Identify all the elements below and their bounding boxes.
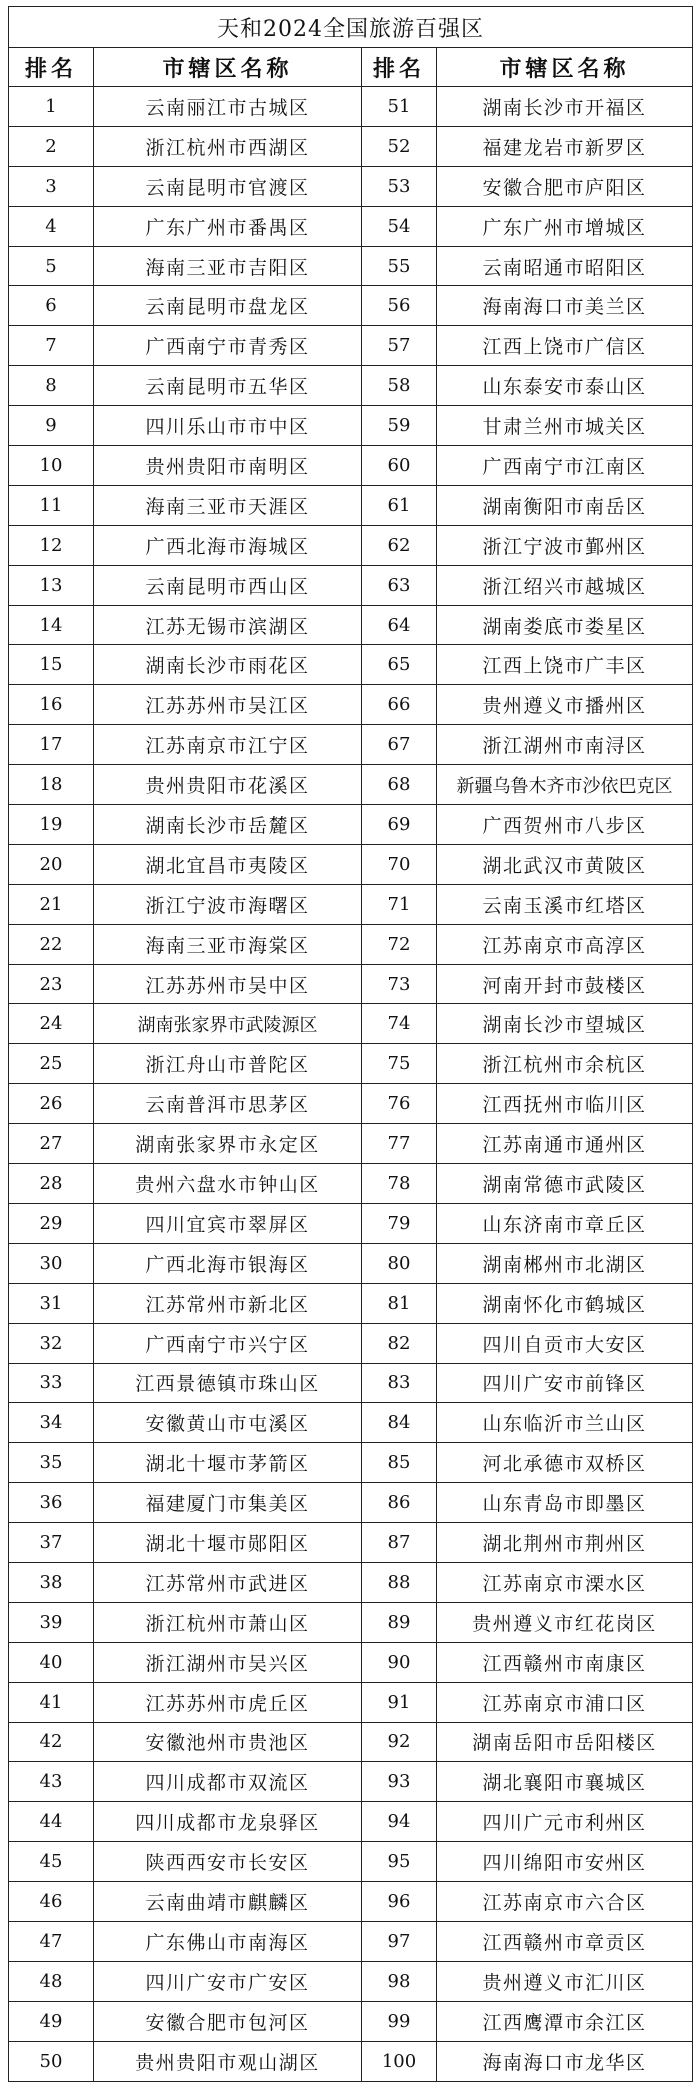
district-cell: 云南昆明市盘龙区 — [94, 286, 362, 326]
district-cell: 山东泰安市泰山区 — [437, 366, 693, 406]
table-row — [9, 1642, 693, 1682]
rank-cell: 3 — [9, 166, 94, 206]
district-cell: 湖北荆州市荆州区 — [437, 1523, 693, 1563]
rank-cell: 89 — [362, 1602, 437, 1642]
district-cell: 安徽池州市贵池区 — [94, 1722, 362, 1762]
rank-cell: 56 — [362, 286, 437, 326]
rank-cell: 2 — [9, 126, 94, 166]
table-row — [9, 605, 693, 645]
district-cell: 云南玉溪市红塔区 — [437, 884, 693, 924]
rank-cell: 50 — [9, 2041, 94, 2081]
header-row — [9, 48, 693, 87]
table-row — [9, 1084, 693, 1124]
district-cell: 贵州六盘水市钟山区 — [94, 1164, 362, 1204]
rank-cell: 69 — [362, 805, 437, 845]
rank-cell: 34 — [9, 1403, 94, 1443]
district-cell: 湖北武汉市黄陂区 — [437, 844, 693, 884]
rank-cell: 71 — [362, 884, 437, 924]
district-cell: 广东广州市增城区 — [437, 206, 693, 246]
rank-cell: 95 — [362, 1842, 437, 1882]
district-cell: 湖南长沙市望城区 — [437, 1004, 693, 1044]
district-cell: 江苏无锡市滨湖区 — [94, 605, 362, 645]
district-cell: 江苏苏州市吴中区 — [94, 964, 362, 1004]
district-cell: 浙江宁波市鄞州区 — [437, 525, 693, 565]
table-row — [9, 525, 693, 565]
rank-cell: 58 — [362, 366, 437, 406]
rank-cell: 40 — [9, 1642, 94, 1682]
rank-cell: 48 — [9, 1961, 94, 2001]
rank-cell: 19 — [9, 805, 94, 845]
district-cell: 浙江舟山市普陀区 — [94, 1044, 362, 1084]
table-row — [9, 565, 693, 605]
rank-cell: 14 — [9, 605, 94, 645]
table-row — [9, 246, 693, 286]
table-row — [9, 924, 693, 964]
district-cell: 四川广安市广安区 — [94, 1961, 362, 2001]
rank-cell: 43 — [9, 1762, 94, 1802]
header-rank-left: 排名 — [9, 48, 94, 87]
ranking-table — [8, 6, 693, 2082]
rank-cell: 33 — [9, 1363, 94, 1403]
table-row — [9, 765, 693, 805]
district-cell: 江西赣州市章贡区 — [437, 1921, 693, 1961]
table-row — [9, 87, 693, 127]
table-body — [9, 87, 693, 2082]
district-cell: 福建龙岩市新罗区 — [437, 126, 693, 166]
rank-cell: 46 — [9, 1882, 94, 1922]
district-cell: 江西抚州市临川区 — [437, 1084, 693, 1124]
rank-cell: 92 — [362, 1722, 437, 1762]
rank-cell: 24 — [9, 1004, 94, 1044]
rank-cell: 88 — [362, 1562, 437, 1602]
rank-cell: 23 — [9, 964, 94, 1004]
rank-cell: 55 — [362, 246, 437, 286]
rank-cell: 18 — [9, 765, 94, 805]
district-cell: 江苏常州市武进区 — [94, 1562, 362, 1602]
rank-cell: 81 — [362, 1283, 437, 1323]
table-row — [9, 1203, 693, 1243]
table-row — [9, 1443, 693, 1483]
district-cell: 浙江宁波市海曙区 — [94, 884, 362, 924]
rank-cell: 62 — [362, 525, 437, 565]
district-cell: 安徽合肥市庐阳区 — [437, 166, 693, 206]
district-cell: 海南海口市龙华区 — [437, 2041, 693, 2081]
district-cell: 江苏苏州市虎丘区 — [94, 1682, 362, 1722]
district-cell: 陕西西安市长安区 — [94, 1842, 362, 1882]
rank-cell: 8 — [9, 366, 94, 406]
district-cell: 浙江杭州市西湖区 — [94, 126, 362, 166]
rank-cell: 17 — [9, 725, 94, 765]
header-rank-right: 排名 — [362, 48, 437, 87]
rank-cell: 44 — [9, 1802, 94, 1842]
rank-cell: 97 — [362, 1921, 437, 1961]
rank-cell: 1 — [9, 87, 94, 127]
district-cell: 新疆乌鲁木齐市沙依巴克区 — [437, 765, 693, 805]
rank-cell: 64 — [362, 605, 437, 645]
table-row — [9, 1243, 693, 1283]
table-row — [9, 844, 693, 884]
district-cell: 广西北海市银海区 — [94, 1243, 362, 1283]
district-cell: 湖南娄底市娄星区 — [437, 605, 693, 645]
district-cell: 江苏南京市六合区 — [437, 1882, 693, 1922]
district-cell: 四川广元市利州区 — [437, 1802, 693, 1842]
district-cell: 山东济南市章丘区 — [437, 1203, 693, 1243]
rank-cell: 30 — [9, 1243, 94, 1283]
district-cell: 广西贺州市八步区 — [437, 805, 693, 845]
district-cell: 四川乐山市市中区 — [94, 406, 362, 446]
district-cell: 湖南长沙市雨花区 — [94, 645, 362, 685]
table-row — [9, 1802, 693, 1842]
table-row — [9, 1961, 693, 2001]
rank-cell: 94 — [362, 1802, 437, 1842]
district-cell: 贵州遵义市汇川区 — [437, 1961, 693, 2001]
rank-cell: 38 — [9, 1562, 94, 1602]
district-cell: 浙江湖州市吴兴区 — [94, 1642, 362, 1682]
table-row — [9, 366, 693, 406]
rank-cell: 85 — [362, 1443, 437, 1483]
rank-cell: 32 — [9, 1323, 94, 1363]
rank-cell: 68 — [362, 765, 437, 805]
rank-cell: 61 — [362, 485, 437, 525]
district-cell: 湖北襄阳市襄城区 — [437, 1762, 693, 1802]
district-cell: 江苏南京市浦口区 — [437, 1682, 693, 1722]
rank-cell: 31 — [9, 1283, 94, 1323]
table-row — [9, 1044, 693, 1084]
rank-cell: 72 — [362, 924, 437, 964]
rank-cell: 100 — [362, 2041, 437, 2081]
district-cell: 云南丽江市古城区 — [94, 87, 362, 127]
district-cell: 江苏南京市江宁区 — [94, 725, 362, 765]
rank-cell: 22 — [9, 924, 94, 964]
rank-cell: 7 — [9, 326, 94, 366]
district-cell: 福建厦门市集美区 — [94, 1483, 362, 1523]
header-district-left: 市辖区名称 — [94, 48, 362, 87]
rank-cell: 16 — [9, 685, 94, 725]
table-row — [9, 805, 693, 845]
table-row — [9, 1283, 693, 1323]
rank-cell: 57 — [362, 326, 437, 366]
table-row — [9, 1682, 693, 1722]
district-cell: 甘肃兰州市城关区 — [437, 406, 693, 446]
rank-cell: 25 — [9, 1044, 94, 1084]
district-cell: 山东青岛市即墨区 — [437, 1483, 693, 1523]
rank-cell: 90 — [362, 1642, 437, 1682]
table-row — [9, 2001, 693, 2041]
rank-cell: 49 — [9, 2001, 94, 2041]
table-row — [9, 1323, 693, 1363]
district-cell: 云南曲靖市麒麟区 — [94, 1882, 362, 1922]
district-cell: 四川自贡市大安区 — [437, 1323, 693, 1363]
district-cell: 江苏南通市通州区 — [437, 1124, 693, 1164]
table-row — [9, 1921, 693, 1961]
district-cell: 浙江杭州市萧山区 — [94, 1602, 362, 1642]
table-row — [9, 206, 693, 246]
rank-cell: 6 — [9, 286, 94, 326]
rank-cell: 78 — [362, 1164, 437, 1204]
district-cell: 安徽黄山市屯溪区 — [94, 1403, 362, 1443]
district-cell: 河北承德市双桥区 — [437, 1443, 693, 1483]
rank-cell: 79 — [362, 1203, 437, 1243]
district-cell: 四川成都市龙泉驿区 — [94, 1802, 362, 1842]
rank-cell: 80 — [362, 1243, 437, 1283]
table-row — [9, 1124, 693, 1164]
table-row — [9, 964, 693, 1004]
district-cell: 湖南长沙市岳麓区 — [94, 805, 362, 845]
district-cell: 湖北宜昌市夷陵区 — [94, 844, 362, 884]
district-cell: 湖南长沙市开福区 — [437, 87, 693, 127]
table-row — [9, 1722, 693, 1762]
rank-cell: 96 — [362, 1882, 437, 1922]
district-cell: 江西上饶市广信区 — [437, 326, 693, 366]
table-row — [9, 1602, 693, 1642]
district-cell: 湖南衡阳市南岳区 — [437, 485, 693, 525]
rank-cell: 51 — [362, 87, 437, 127]
district-cell: 贵州贵阳市观山湖区 — [94, 2041, 362, 2081]
district-cell: 江西景德镇市珠山区 — [94, 1363, 362, 1403]
rank-cell: 39 — [9, 1602, 94, 1642]
rank-cell: 67 — [362, 725, 437, 765]
district-cell: 浙江湖州市南浔区 — [437, 725, 693, 765]
district-cell: 贵州贵阳市花溪区 — [94, 765, 362, 805]
rank-cell: 91 — [362, 1682, 437, 1722]
district-cell: 江西上饶市广丰区 — [437, 645, 693, 685]
rank-cell: 63 — [362, 565, 437, 605]
rank-cell: 65 — [362, 645, 437, 685]
rank-cell: 86 — [362, 1483, 437, 1523]
district-cell: 湖南张家界市永定区 — [94, 1124, 362, 1164]
table-title: 天和2024全国旅游百强区 — [9, 7, 693, 48]
rank-cell: 9 — [9, 406, 94, 446]
rank-cell: 11 — [9, 485, 94, 525]
table-row — [9, 685, 693, 725]
table-row — [9, 884, 693, 924]
rank-cell: 29 — [9, 1203, 94, 1243]
rank-cell: 87 — [362, 1523, 437, 1563]
rank-cell: 45 — [9, 1842, 94, 1882]
rank-cell: 54 — [362, 206, 437, 246]
rank-cell: 27 — [9, 1124, 94, 1164]
table-row — [9, 645, 693, 685]
district-cell: 贵州贵阳市南明区 — [94, 446, 362, 486]
district-cell: 河南开封市鼓楼区 — [437, 964, 693, 1004]
rank-cell: 26 — [9, 1084, 94, 1124]
district-cell: 江苏苏州市吴江区 — [94, 685, 362, 725]
document — [8, 6, 692, 2082]
district-cell: 云南昆明市五华区 — [94, 366, 362, 406]
district-cell: 广西北海市海城区 — [94, 525, 362, 565]
rank-cell: 77 — [362, 1124, 437, 1164]
rank-cell: 60 — [362, 446, 437, 486]
rank-cell: 21 — [9, 884, 94, 924]
rank-cell: 35 — [9, 1443, 94, 1483]
district-cell: 江苏南京市溧水区 — [437, 1562, 693, 1602]
district-cell: 四川宜宾市翠屏区 — [94, 1203, 362, 1243]
district-cell: 广西南宁市兴宁区 — [94, 1323, 362, 1363]
table-row — [9, 446, 693, 486]
district-cell: 四川广安市前锋区 — [437, 1363, 693, 1403]
district-cell: 广东佛山市南海区 — [94, 1921, 362, 1961]
district-cell: 浙江杭州市余杭区 — [437, 1044, 693, 1084]
rank-cell: 53 — [362, 166, 437, 206]
district-cell: 江西赣州市南康区 — [437, 1642, 693, 1682]
district-cell: 海南海口市美兰区 — [437, 286, 693, 326]
district-cell: 江西鹰潭市余江区 — [437, 2001, 693, 2041]
table-row — [9, 1363, 693, 1403]
rank-cell: 75 — [362, 1044, 437, 1084]
table-row — [9, 2041, 693, 2081]
district-cell: 四川绵阳市安州区 — [437, 1842, 693, 1882]
rank-cell: 4 — [9, 206, 94, 246]
rank-cell: 98 — [362, 1961, 437, 2001]
district-cell: 广西南宁市江南区 — [437, 446, 693, 486]
rank-cell: 93 — [362, 1762, 437, 1802]
rank-cell: 12 — [9, 525, 94, 565]
header-district-right: 市辖区名称 — [437, 48, 693, 87]
table-row — [9, 1562, 693, 1602]
rank-cell: 15 — [9, 645, 94, 685]
table-row — [9, 1842, 693, 1882]
district-cell: 海南三亚市天涯区 — [94, 485, 362, 525]
district-cell: 云南昭通市昭阳区 — [437, 246, 693, 286]
district-cell: 海南三亚市吉阳区 — [94, 246, 362, 286]
table-row — [9, 326, 693, 366]
table-row — [9, 1882, 693, 1922]
rank-cell: 83 — [362, 1363, 437, 1403]
district-cell: 广西南宁市青秀区 — [94, 326, 362, 366]
rank-cell: 5 — [9, 246, 94, 286]
rank-cell: 84 — [362, 1403, 437, 1443]
rank-cell: 74 — [362, 1004, 437, 1044]
table-row — [9, 286, 693, 326]
district-cell: 湖南常德市武陵区 — [437, 1164, 693, 1204]
rank-cell: 82 — [362, 1323, 437, 1363]
district-cell: 湖北十堰市郧阳区 — [94, 1523, 362, 1563]
table-row — [9, 485, 693, 525]
table-row — [9, 166, 693, 206]
rank-cell: 73 — [362, 964, 437, 1004]
rank-cell: 42 — [9, 1722, 94, 1762]
district-cell: 江苏常州市新北区 — [94, 1283, 362, 1323]
table-row — [9, 1523, 693, 1563]
rank-cell: 52 — [362, 126, 437, 166]
district-cell: 云南普洱市思茅区 — [94, 1084, 362, 1124]
district-cell: 海南三亚市海棠区 — [94, 924, 362, 964]
district-cell: 云南昆明市官渡区 — [94, 166, 362, 206]
table-row — [9, 126, 693, 166]
table-row — [9, 406, 693, 446]
rank-cell: 66 — [362, 685, 437, 725]
district-cell: 安徽合肥市包河区 — [94, 2001, 362, 2041]
rank-cell: 37 — [9, 1523, 94, 1563]
rank-cell: 41 — [9, 1682, 94, 1722]
district-cell: 浙江绍兴市越城区 — [437, 565, 693, 605]
table-row — [9, 1164, 693, 1204]
rank-cell: 10 — [9, 446, 94, 486]
rank-cell: 70 — [362, 844, 437, 884]
district-cell: 湖南郴州市北湖区 — [437, 1243, 693, 1283]
rank-cell: 28 — [9, 1164, 94, 1204]
table-row — [9, 1004, 693, 1044]
rank-cell: 99 — [362, 2001, 437, 2041]
table-row — [9, 725, 693, 765]
rank-cell: 76 — [362, 1084, 437, 1124]
district-cell: 湖南岳阳市岳阳楼区 — [437, 1722, 693, 1762]
district-cell: 江苏南京市高淳区 — [437, 924, 693, 964]
district-cell: 贵州遵义市红花岗区 — [437, 1602, 693, 1642]
rank-cell: 47 — [9, 1921, 94, 1961]
rank-cell: 36 — [9, 1483, 94, 1523]
table-row — [9, 1403, 693, 1443]
district-cell: 湖南怀化市鹤城区 — [437, 1283, 693, 1323]
table-row — [9, 1483, 693, 1523]
district-cell: 四川成都市双流区 — [94, 1762, 362, 1802]
district-cell: 湖北十堰市茅箭区 — [94, 1443, 362, 1483]
district-cell: 山东临沂市兰山区 — [437, 1403, 693, 1443]
table-row — [9, 1762, 693, 1802]
district-cell: 云南昆明市西山区 — [94, 565, 362, 605]
rank-cell: 20 — [9, 844, 94, 884]
district-cell: 贵州遵义市播州区 — [437, 685, 693, 725]
rank-cell: 13 — [9, 565, 94, 605]
district-cell: 广东广州市番禺区 — [94, 206, 362, 246]
district-cell: 湖南张家界市武陵源区 — [94, 1004, 362, 1044]
rank-cell: 59 — [362, 406, 437, 446]
